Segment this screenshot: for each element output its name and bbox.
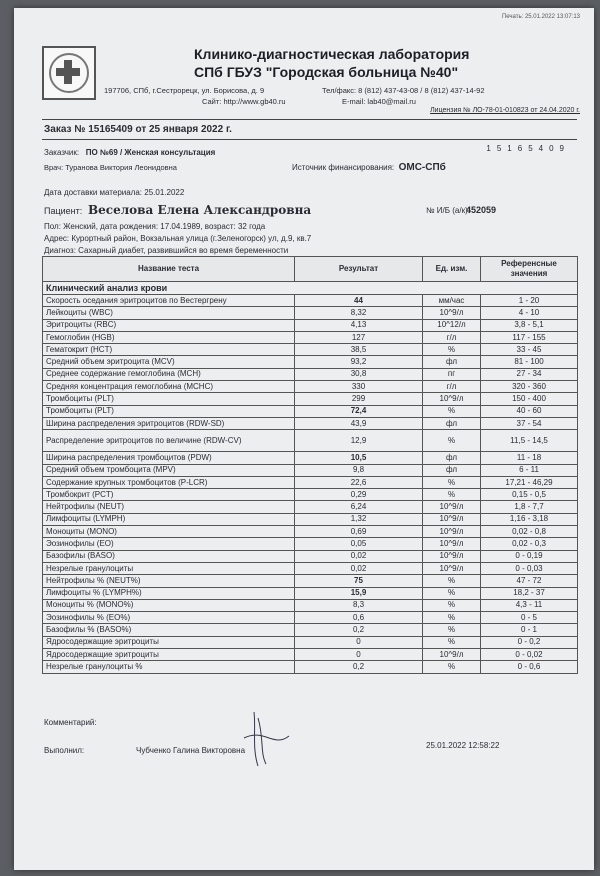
customer (44, 148, 215, 157)
lab-phone: Тел/факс: 8 (812) 437-43-08 / 8 (812) 437-14-92 (322, 86, 485, 95)
table-row (43, 405, 578, 417)
test-name: Нейтрофилы % (NEUT%) (43, 575, 295, 587)
test-name: Тромбоциты (PLT) (43, 405, 295, 417)
test-name: Лимфоциты % (LYMPH%) (43, 587, 295, 599)
comment-label: Комментарий: (44, 718, 97, 727)
test-reference: 117 - 155 (481, 331, 578, 343)
print-stamp: Печать: 25.01.2022 13:07:13 (501, 14, 580, 20)
table-row (43, 636, 578, 648)
test-name: Средняя концентрация гемоглобина (MCHC) (43, 381, 295, 393)
test-unit: % (423, 430, 481, 452)
header-unit: Ед. изм. (423, 257, 481, 282)
lab-report-sheet (14, 8, 594, 870)
table-row (43, 550, 578, 562)
executor-label: Выполнил: (44, 746, 85, 755)
test-reference: 320 - 360 (481, 381, 578, 393)
test-unit: % (423, 636, 481, 648)
test-reference: 18,2 - 37 (481, 587, 578, 599)
test-unit: 10^9/л (423, 513, 481, 525)
table-row (43, 649, 578, 661)
table-row (43, 295, 578, 307)
table-row (43, 356, 578, 368)
test-name: Распределение эритроцитов по величине (RDW-CV) (43, 430, 295, 452)
test-unit: % (423, 405, 481, 417)
test-name: Тромбоциты (PLT) (43, 393, 295, 405)
delivery-date: Дата доставки материала: 25.01.2022 (44, 188, 185, 197)
test-reference: 4,3 - 11 (481, 599, 578, 611)
table-header-row (43, 257, 578, 282)
table-row (43, 501, 578, 513)
test-reference: 0 - 0,6 (481, 661, 578, 673)
table-row (43, 489, 578, 501)
table-row (43, 452, 578, 464)
test-unit: % (423, 476, 481, 488)
table-row (43, 344, 578, 356)
table-row (43, 587, 578, 599)
table-row (43, 599, 578, 611)
test-name: Среднее содержание гемоглобина (MCH) (43, 368, 295, 380)
test-unit: фл (423, 452, 481, 464)
test-unit: фл (423, 417, 481, 429)
test-result: 0,2 (295, 624, 423, 636)
test-result: 22,6 (295, 476, 423, 488)
customer-label: Заказчик: (44, 148, 80, 157)
patient-address: Адрес: Курортный район, Вокзальная улица (г.Зеленогорск) ул, д.9, кв.7 (44, 234, 312, 243)
test-reference: 0 - 0,19 (481, 550, 578, 562)
test-name: Содержание крупных тромбоцитов (P-LCR) (43, 476, 295, 488)
doctor: Врач: Туранова Виктория Леонидовна (44, 163, 177, 172)
test-unit: 10^9/л (423, 307, 481, 319)
test-reference: 11 - 18 (481, 452, 578, 464)
test-result: 0,02 (295, 550, 423, 562)
test-unit: % (423, 587, 481, 599)
table-row (43, 538, 578, 550)
section-title: Клинический анализ крови (43, 282, 578, 295)
table-row (43, 381, 578, 393)
divider (42, 139, 577, 140)
test-reference: 0,02 - 0,3 (481, 538, 578, 550)
test-unit: 10^9/л (423, 550, 481, 562)
table-row (43, 417, 578, 429)
header-reference: Референсные значения (481, 257, 578, 282)
test-result: 10,5 (295, 452, 423, 464)
test-name: Ядросодержащие эритроциты (43, 649, 295, 661)
test-result: 72,4 (295, 405, 423, 417)
test-unit: мм/час (423, 295, 481, 307)
test-reference: 11,5 - 14,5 (481, 430, 578, 452)
test-result: 299 (295, 393, 423, 405)
test-name: Базофилы % (BASO%) (43, 624, 295, 636)
test-name: Нейтрофилы (NEUT) (43, 501, 295, 513)
test-name: Средний объем тромбоцита (MPV) (43, 464, 295, 476)
test-name: Базофилы (BASO) (43, 550, 295, 562)
table-row (43, 331, 578, 343)
report-datetime: 25.01.2022 12:58:22 (426, 741, 500, 750)
test-name: Эритроциты (RBC) (43, 319, 295, 331)
table-row (43, 319, 578, 331)
test-result: 93,2 (295, 356, 423, 368)
test-unit: % (423, 575, 481, 587)
test-reference: 1,16 - 3,18 (481, 513, 578, 525)
table-row (43, 612, 578, 624)
test-unit: фл (423, 356, 481, 368)
table-row (43, 430, 578, 452)
section-row (43, 282, 578, 295)
test-result: 330 (295, 381, 423, 393)
test-result: 8,3 (295, 599, 423, 611)
hospital-logo-icon (42, 46, 96, 100)
test-reference: 47 - 72 (481, 575, 578, 587)
test-reference: 0,15 - 0,5 (481, 489, 578, 501)
test-result: 30,8 (295, 368, 423, 380)
barcode-number: 15165409 (486, 144, 570, 153)
test-unit: % (423, 661, 481, 673)
test-name: Лимфоциты (LYMPH) (43, 513, 295, 525)
test-result: 0,29 (295, 489, 423, 501)
test-reference: 1,8 - 7,7 (481, 501, 578, 513)
test-unit: % (423, 624, 481, 636)
test-result: 9,8 (295, 464, 423, 476)
test-unit: 10^9/л (423, 501, 481, 513)
test-name: Моноциты (MONO) (43, 526, 295, 538)
test-result: 8,32 (295, 307, 423, 319)
test-name: Гематокрит (HCT) (43, 344, 295, 356)
test-unit: 10^9/л (423, 562, 481, 574)
test-name: Незрелые гранулоциты % (43, 661, 295, 673)
test-result: 127 (295, 331, 423, 343)
test-result: 0 (295, 649, 423, 661)
test-name: Ширина распределения тромбоцитов (PDW) (43, 452, 295, 464)
case-number: 452059 (466, 205, 497, 215)
signature-icon (234, 708, 294, 768)
divider (42, 119, 577, 120)
patient-sex-dob: Пол: Женский, дата рождения: 17.04.1989, возраст: 32 года (44, 222, 266, 231)
test-result: 15,9 (295, 587, 423, 599)
table-row (43, 307, 578, 319)
test-result: 0,2 (295, 661, 423, 673)
test-unit: 10^9/л (423, 393, 481, 405)
lab-website: Сайт: http://www.gb40.ru (202, 97, 286, 106)
patient-diagnosis: Диагноз: Сахарный диабет, развившийся во время беременности (44, 246, 289, 255)
table-row (43, 562, 578, 574)
test-unit: % (423, 599, 481, 611)
finance-value: ОМС-СПб (398, 162, 446, 173)
finance-source (292, 162, 446, 173)
table-row (43, 476, 578, 488)
test-name: Скорость оседания эритроцитов по Вестергрену (43, 295, 295, 307)
test-result: 43,9 (295, 417, 423, 429)
test-reference: 40 - 60 (481, 405, 578, 417)
test-unit: пг (423, 368, 481, 380)
test-unit: 10^12/л (423, 319, 481, 331)
table-row (43, 526, 578, 538)
test-unit: 10^9/л (423, 526, 481, 538)
test-unit: % (423, 489, 481, 501)
case-number-label: № И/Б (а/к): (426, 206, 470, 215)
test-reference: 1 - 20 (481, 295, 578, 307)
test-reference: 6 - 11 (481, 464, 578, 476)
header-result: Результат (295, 257, 423, 282)
test-name: Незрелые гранулоциты (43, 562, 295, 574)
patient-name: Веселова Елена Александровна (88, 203, 312, 217)
table-row (43, 575, 578, 587)
table-row (43, 624, 578, 636)
test-name: Гемоглобин (HGB) (43, 331, 295, 343)
test-name: Ядросодержащие эритроциты (43, 636, 295, 648)
test-reference: 27 - 34 (481, 368, 578, 380)
test-reference: 81 - 100 (481, 356, 578, 368)
test-reference: 4 - 10 (481, 307, 578, 319)
test-result: 4,13 (295, 319, 423, 331)
test-reference: 37 - 54 (481, 417, 578, 429)
test-result: 38,5 (295, 344, 423, 356)
test-result: 0,02 (295, 562, 423, 574)
test-unit: 10^9/л (423, 649, 481, 661)
table-row (43, 393, 578, 405)
lab-license: Лицензия № ЛО-78-01-010823 от 24.04.2020 г. (430, 107, 580, 114)
test-unit: % (423, 612, 481, 624)
test-reference: 0 - 0,02 (481, 649, 578, 661)
executor-name: Чубченко Галина Викторовна (136, 746, 246, 755)
customer-value: ПО №69 / Женская консультация (85, 148, 216, 157)
test-result: 0,05 (295, 538, 423, 550)
test-reference: 17,21 - 46,29 (481, 476, 578, 488)
lab-title: Клинико-диагностическая лаборатория (194, 46, 470, 62)
test-reference: 150 - 400 (481, 393, 578, 405)
results-table (42, 256, 578, 674)
lab-address: 197706, СПб, г.Сестрорецк, ул. Борисова, д. 9 (104, 86, 265, 95)
test-name: Тромбокрит (PCT) (43, 489, 295, 501)
test-name: Эозинофилы % (EO%) (43, 612, 295, 624)
lab-subtitle: СПб ГБУЗ "Городская больница №40" (194, 64, 459, 80)
finance-label: Источник финансирования: (292, 163, 395, 172)
table-row (43, 661, 578, 673)
table-row (43, 368, 578, 380)
table-row (43, 513, 578, 525)
test-unit: фл (423, 464, 481, 476)
test-result: 0 (295, 636, 423, 648)
patient-label: Пациент: (44, 206, 83, 216)
test-unit: 10^9/л (423, 538, 481, 550)
test-reference: 0 - 0,03 (481, 562, 578, 574)
table-row (43, 464, 578, 476)
test-name: Моноциты % (MONO%) (43, 599, 295, 611)
header-test-name: Название теста (43, 257, 295, 282)
test-name: Лейкоциты (WBC) (43, 307, 295, 319)
test-result: 44 (295, 295, 423, 307)
lab-email: E-mail: lab40@mail.ru (342, 97, 416, 106)
order-title: Заказ № 15165409 от 25 января 2022 г. (44, 124, 232, 135)
test-reference: 0 - 0,2 (481, 636, 578, 648)
test-name: Ширина распределения эритроцитов (RDW-SD) (43, 417, 295, 429)
test-result: 75 (295, 575, 423, 587)
test-result: 12,9 (295, 430, 423, 452)
test-unit: г/л (423, 381, 481, 393)
test-result: 6,24 (295, 501, 423, 513)
test-unit: г/л (423, 331, 481, 343)
test-name: Средний объем эритроцита (MCV) (43, 356, 295, 368)
test-reference: 0 - 5 (481, 612, 578, 624)
test-unit: % (423, 344, 481, 356)
test-result: 0,69 (295, 526, 423, 538)
test-name: Эозинофилы (EO) (43, 538, 295, 550)
test-reference: 0 - 1 (481, 624, 578, 636)
test-result: 0,6 (295, 612, 423, 624)
test-result: 1,32 (295, 513, 423, 525)
test-reference: 3,8 - 5,1 (481, 319, 578, 331)
test-reference: 0,02 - 0,8 (481, 526, 578, 538)
test-reference: 33 - 45 (481, 344, 578, 356)
